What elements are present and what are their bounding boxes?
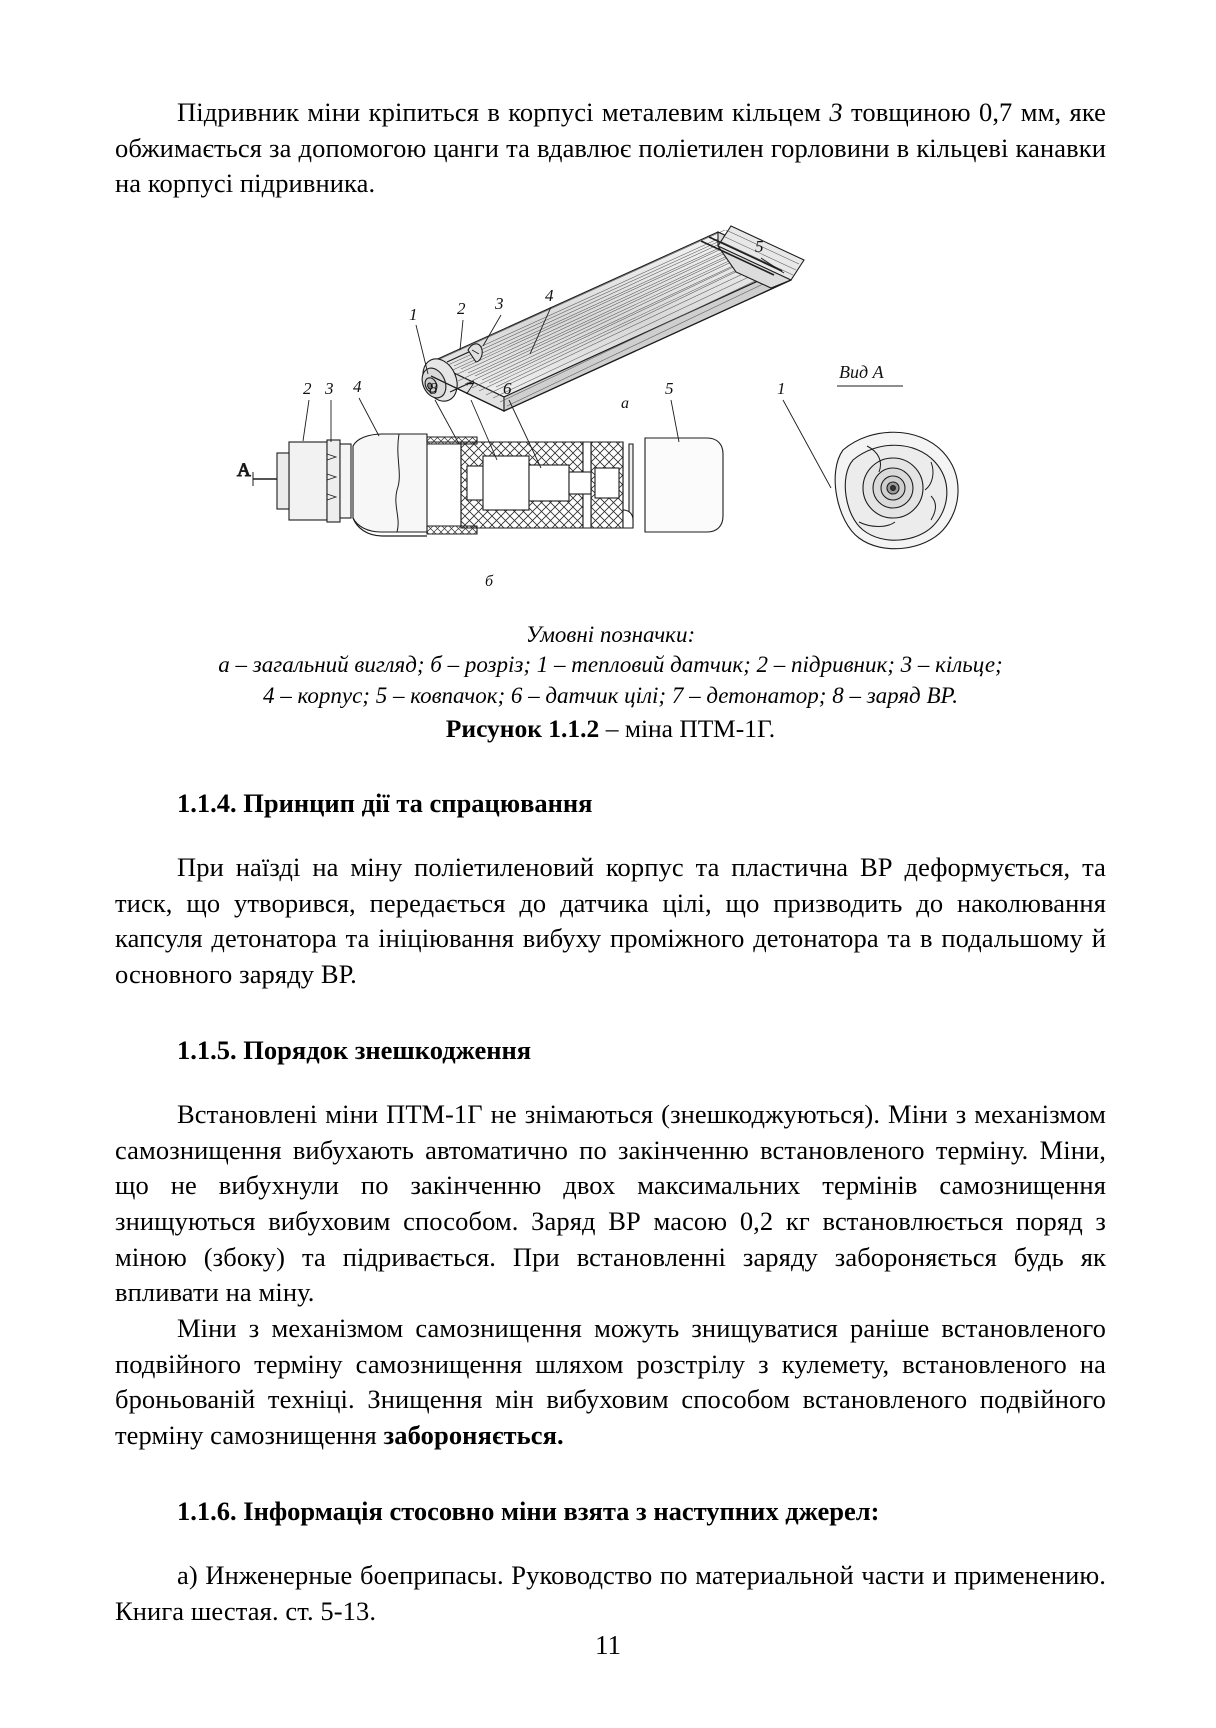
ring-number-italic: 3 [829,97,843,127]
heading-1-1-5: 1.1.5. Порядок знешкодження [177,1034,532,1065]
callout-3-bot: 3 [324,378,333,398]
callout-2-top: 2 [456,298,465,318]
mine-technical-drawing [231,210,991,620]
figure-title: – міна ПТМ-1Г. [599,714,776,743]
paragraph-1-1-4: При наїзді на міну поліетиленовий корпус та пластична ВР деформується, та тиск, що утворився, передається до датчика цілі, що призводить до наколювання капсуля детонатора та ініціювання вибуху проміжного детонатора та в подальшому й основного заряду ВР. [115,852,1106,990]
heading-1-1-4: 1.1.4. Принцип дії та спрацювання [177,787,593,818]
paragraph-1-1-5-b [115,1311,1106,1454]
figure-artwork [231,210,991,620]
callout-7-bot: 7 [464,378,473,398]
callout-8-bot: 8 [428,378,437,398]
callout-5-bot: 5 [664,378,673,398]
legend-title: Умовні позначки: [525,621,696,647]
callout-1-bot: 1 [776,378,785,398]
paragraph-1-1-5-a: Встановлені міни ПТМ-1Г не знімаються (знешкоджуються). Міни з механізмом самознищення вибухають автоматично по закінченню встановленого терміну. Міни, що не вибухнули по закінченню двох максимальних термінів самознищення знищуються вибуховим способом. Заряд ВР масою 0,2 кг встановлюється поряд з міною (збоку) та підривається. При встановленні заряду забороняється будь як впливати на міну. [115,1099,1106,1308]
heading-1-1-6: 1.1.6. Інформація стосовно міни взята з наступних джерел: [177,1495,880,1526]
view-a-general [416,226,804,411]
callout-3-top: 3 [494,293,503,313]
callout-6-bot: 6 [502,378,511,398]
page-number: 11 [595,1630,621,1660]
intro-text-part1: Підривник міни кріпиться в корпусі металевим кільцем [177,97,830,127]
intro-text-part2: товщиною 0,7 мм, яке обжимається за допомогою цанги та вдавлює поліетилен горловини в кільцеві канавки на корпусі підривника. [115,97,1106,199]
view-a-end-detail [835,432,958,548]
callout-5-top: 5 [754,236,763,256]
figure-number: Рисунок 1.1.2 [445,714,600,743]
view-b-section [237,434,723,536]
callout-1-top: 1 [408,304,417,324]
view-a-label: Вид А [838,361,884,382]
legend-line-1: а – загальний вигляд; б – розріз; 1 – тепловий датчик; 2 – підривник; 3 – кільце; [218,652,1003,678]
callout-4-top: 4 [544,285,553,305]
figure-ptm-1g [115,210,1106,746]
section-arrow-label: A [236,459,251,481]
paragraph-1-1-6: а) Инженерные боеприпасы. Руководство по материальной части и применению. Книга шестая. ст. 5-13. [115,1559,1106,1626]
callout-2-bot: 2 [302,378,311,398]
forbidden-emphasis: забороняється. [383,1419,564,1450]
view-b-caption: б [484,572,493,590]
figure-number-line [446,712,775,746]
intro-paragraph [115,95,1106,202]
view-a-caption: а [620,394,629,412]
view-a-label-group [837,362,903,386]
paragraph-1-1-5-b-text: Міни з механізмом самознищення можуть знищуватися раніше встановленого подвійного терміну самознищення шляхом розстрілу з кулемету, встановленого на броньованій техніці. Знищення мін вибуховим способом встановленого подвійного терміну самознищення [115,1312,1106,1450]
legend-line-2: 4 – корпус; 5 – ковпачок; 6 – датчик цілі; 7 – детонатор; 8 – заряд ВР. [262,682,958,708]
callout-4-bot: 4 [352,376,361,396]
